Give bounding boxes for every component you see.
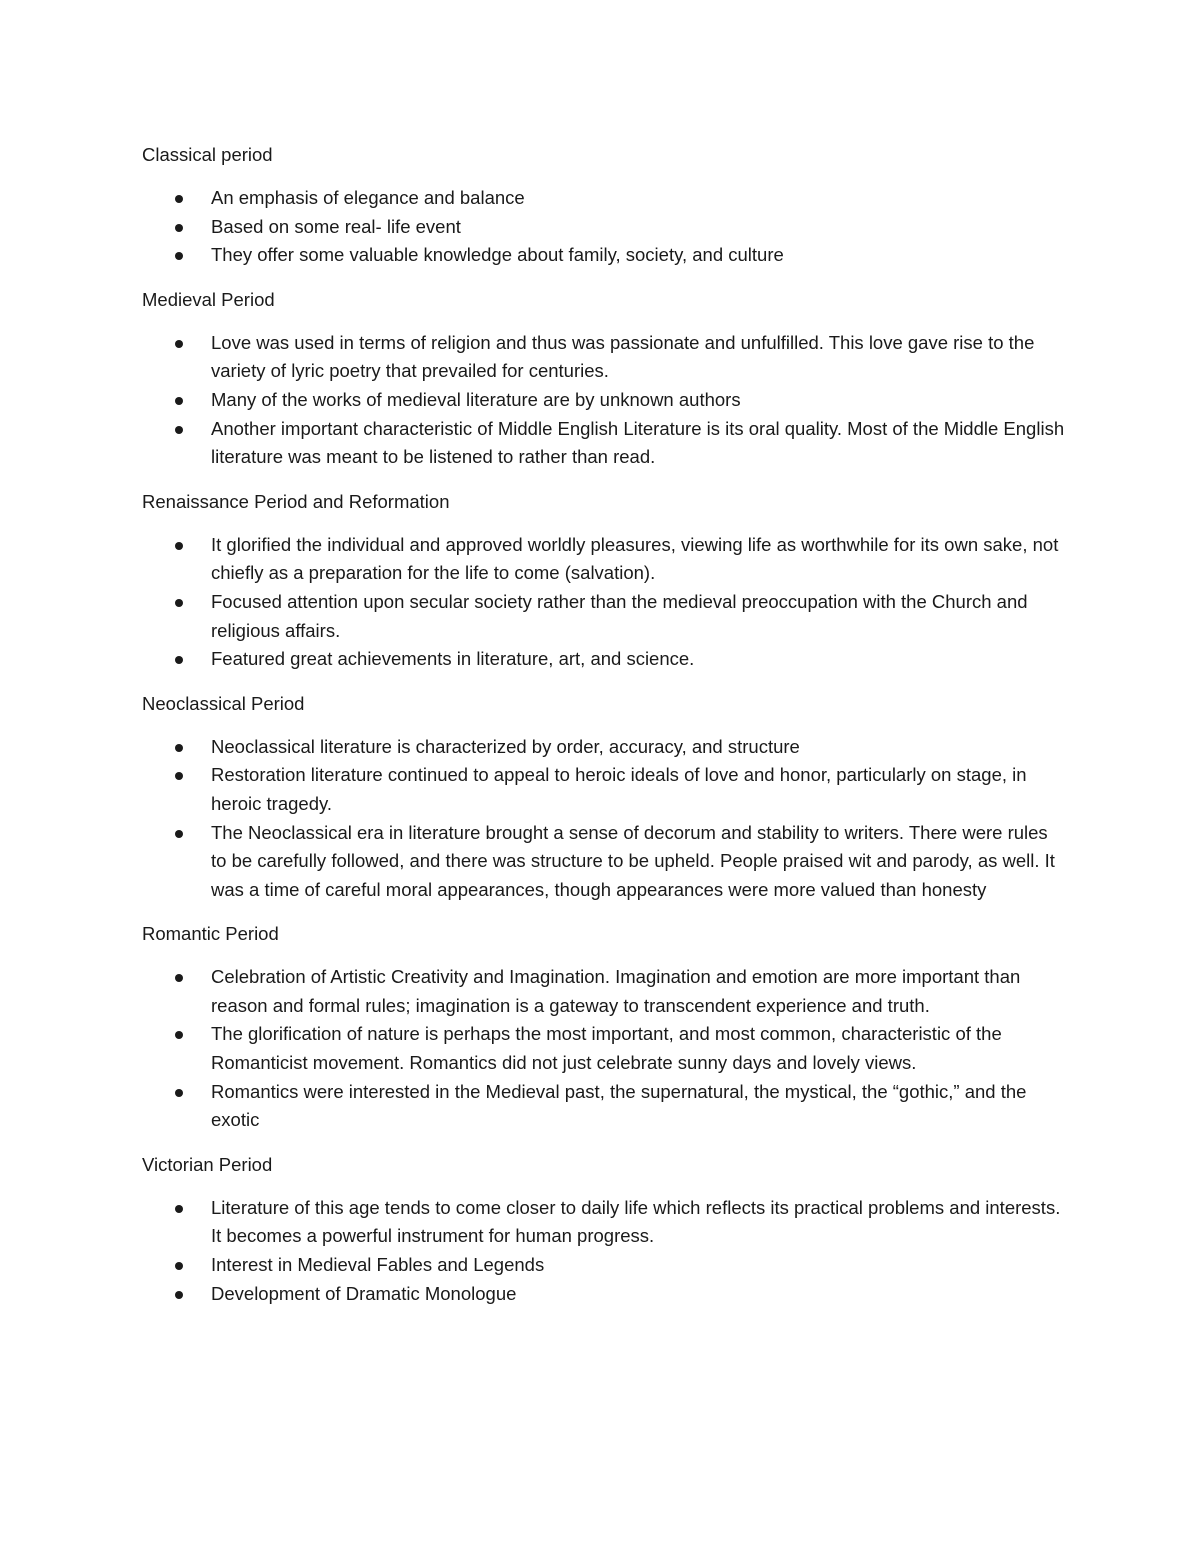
list-item bbox=[142, 1251, 1067, 1280]
list-item bbox=[142, 1280, 1067, 1309]
bullet-list-medieval bbox=[142, 329, 1067, 472]
bullet-icon bbox=[175, 1262, 183, 1270]
list-item bbox=[142, 184, 1067, 213]
bullet-icon bbox=[175, 1031, 183, 1039]
bullet-icon bbox=[175, 1205, 183, 1213]
bullet-icon bbox=[175, 195, 183, 203]
bullet-icon bbox=[175, 772, 183, 780]
list-item-text: They offer some valuable knowledge about family, society, and culture bbox=[211, 244, 784, 266]
list-item-text: The glorification of nature is perhaps the most important, and most common, characteristic of the Romanticist movement. Romantics did not just celebrate sunny days and lovely views. bbox=[211, 1023, 1002, 1074]
list-item bbox=[142, 213, 1067, 242]
bullet-list-victorian bbox=[142, 1194, 1067, 1308]
list-item-text: Love was used in terms of religion and thus was passionate and unfulfilled. This love gave rise to the variety of lyric poetry that prevailed for centuries. bbox=[211, 331, 1035, 382]
bullet-icon bbox=[175, 830, 183, 838]
list-item bbox=[142, 1020, 1067, 1077]
list-item-text: Featured great achievements in literature, art, and science. bbox=[211, 648, 695, 670]
list-item bbox=[142, 241, 1067, 270]
list-item bbox=[142, 329, 1067, 386]
list-item-text: Neoclassical literature is characterized by order, accuracy, and structure bbox=[211, 735, 800, 757]
document-page bbox=[142, 140, 1067, 1323]
bullet-icon bbox=[175, 224, 183, 232]
list-item-text: Development of Dramatic Monologue bbox=[211, 1282, 517, 1304]
list-item-text: Interest in Medieval Fables and Legends bbox=[211, 1254, 545, 1276]
bullet-list-classical bbox=[142, 184, 1067, 270]
section-heading-neoclassical: Neoclassical Period bbox=[142, 692, 305, 714]
bullet-icon bbox=[175, 744, 183, 752]
section-heading-renaissance: Renaissance Period and Reformation bbox=[142, 490, 450, 512]
bullet-icon bbox=[175, 542, 183, 550]
list-item bbox=[142, 1194, 1067, 1251]
list-item bbox=[142, 588, 1067, 645]
list-item bbox=[142, 761, 1067, 818]
list-item-text: Based on some real- life event bbox=[211, 215, 461, 237]
bullet-icon bbox=[175, 1089, 183, 1097]
bullet-icon bbox=[175, 1291, 183, 1299]
list-item-text: Literature of this age tends to come closer to daily life which reflects its practical problems and interests. It becomes a powerful instrument for human progress. bbox=[211, 1196, 1061, 1247]
list-item bbox=[142, 819, 1067, 905]
list-item bbox=[142, 963, 1067, 1020]
list-item-text: Focused attention upon secular society rather than the medieval preoccupation with the Church and religious affairs. bbox=[211, 590, 1028, 641]
bullet-icon bbox=[175, 252, 183, 260]
list-item-text: The Neoclassical era in literature brought a sense of decorum and stability to writers. There were rules to be carefully followed, and there was structure to be upheld. People praised wit and parody, as well. It was a time of careful moral appearances, though appearances were more valued than honesty bbox=[211, 821, 1055, 900]
list-item bbox=[142, 733, 1067, 762]
list-item-text: An emphasis of elegance and balance bbox=[211, 187, 525, 208]
list-item-text: Restoration literature continued to appeal to heroic ideals of love and honor, particularly on stage, in heroic tragedy. bbox=[211, 764, 1027, 814]
bullet-list-renaissance bbox=[142, 531, 1067, 674]
section-heading-victorian: Victorian Period bbox=[142, 1153, 273, 1175]
section-heading-medieval: Medieval Period bbox=[142, 288, 275, 310]
list-item-text: Another important characteristic of Middle English Literature is its oral quality. Most of the Middle English literature was meant to be listened to rather than read. bbox=[211, 417, 1065, 468]
bullet-icon bbox=[175, 397, 183, 405]
bullet-icon bbox=[175, 340, 183, 348]
list-item-text: It glorified the individual and approved worldly pleasures, viewing life as worthwhile for its own sake, not chiefly as a preparation for the life to come (salvation). bbox=[211, 533, 1059, 584]
list-item bbox=[142, 645, 1067, 674]
bullet-list-romantic bbox=[142, 963, 1067, 1135]
list-item-text: Romantics were interested in the Medieval past, the supernatural, the mystical, the “gothic,” and the exotic bbox=[211, 1080, 1027, 1131]
bullet-icon bbox=[175, 426, 183, 434]
list-item bbox=[142, 1078, 1067, 1135]
section-heading-romantic: Romantic Period bbox=[142, 923, 279, 945]
bullet-icon bbox=[175, 974, 183, 982]
list-item bbox=[142, 531, 1067, 588]
section-heading-classical: Classical period bbox=[142, 144, 273, 165]
bullet-icon bbox=[175, 656, 183, 664]
bullet-icon bbox=[175, 599, 183, 607]
bullet-list-neoclassical bbox=[142, 733, 1067, 905]
list-item bbox=[142, 415, 1067, 472]
list-item-text: Celebration of Artistic Creativity and Imagination. Imagination and emotion are more important than reason and formal rules; imagination is a gateway to transcendent experience and truth. bbox=[211, 966, 1021, 1016]
list-item-text: Many of the works of medieval literature are by unknown authors bbox=[211, 388, 741, 410]
list-item bbox=[142, 386, 1067, 415]
